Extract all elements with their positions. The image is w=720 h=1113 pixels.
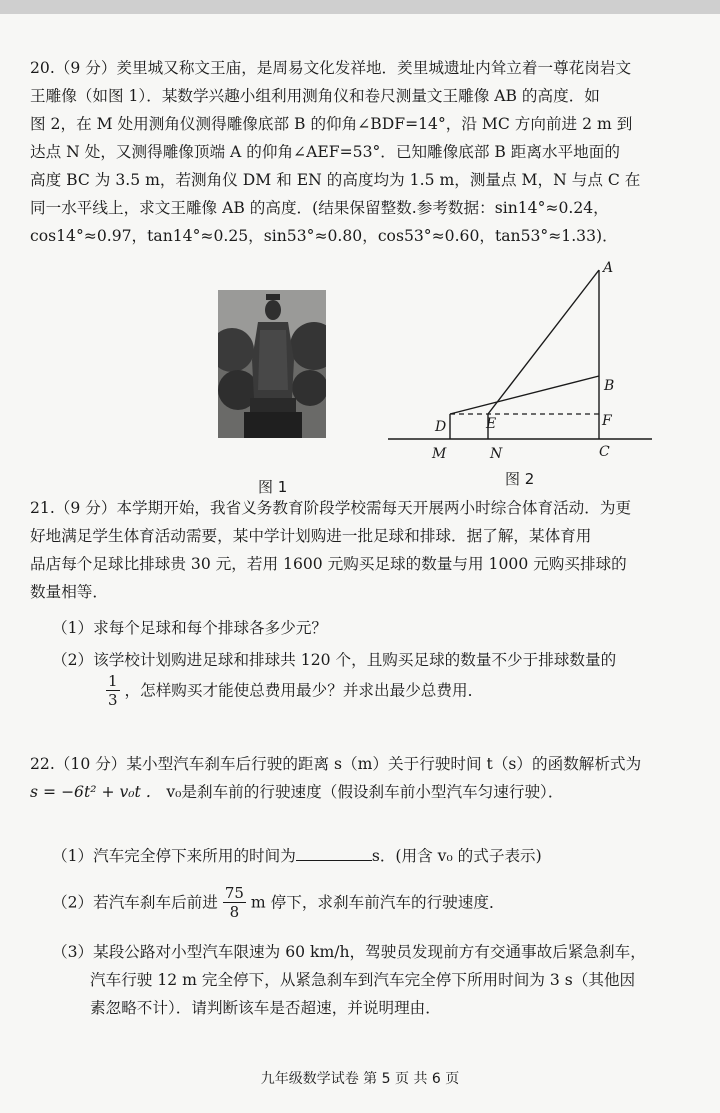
label-B: B [604, 378, 615, 394]
q21-line: 好地满足学生体育活动需要，某中学计划购进一批足球和排球．据了解，某体育用 [30, 527, 592, 545]
question-21 [30, 494, 698, 606]
geometry-diagram [380, 258, 680, 468]
label-C: C [599, 444, 610, 460]
figure-2-caption: 图 2 [505, 470, 535, 488]
q21-line: 数量相等． [30, 583, 108, 601]
fraction-one-third: $\frac{1}{3}$ [108, 672, 118, 709]
q22-part-2: （2）若汽车刹车后前进 $\frac{75}{8}$ m 停下，求刹车前汽车的行驶速度． [52, 884, 505, 921]
label-D: D [435, 419, 447, 435]
statue-photo [218, 290, 326, 438]
segment-DB [450, 376, 599, 414]
q20-line: 王雕像（如图 1）．某数学兴趣小组利用测角仪和卷尺测量文王雕像 AB 的高度．如 [30, 87, 600, 105]
figure-1-caption: 图 1 [258, 478, 288, 496]
q21-line: 21.（9 分）本学期开始，我省义务教育阶段学校需每天开展两小时综合体育活动．为更 [30, 499, 632, 517]
label-A: A [603, 260, 614, 276]
q21-line: 品店每个足球比排球贵 30 元，若用 1600 元购买足球的数量与用 1000 元购买排球的 [30, 555, 627, 573]
q21-part-1: （1）求每个足球和每个排球各多少元？ [52, 619, 328, 637]
q20-line: 20.（9 分）羑里城又称文王庙，是周易文化发祥地．羑里城遗址内耸立着一尊花岗岩文 [30, 59, 632, 77]
fraction-75-8: $\frac{75}{8}$ [224, 884, 244, 921]
question-22 [30, 750, 698, 806]
segment-EA [488, 270, 599, 414]
q20-line: 同一水平线上，求文王雕像 AB 的高度．(结果保留整数.参考数据：sin14°≈0.24， [30, 199, 609, 217]
q20-line: 图 2，在 M 处用测角仪测得雕像底部 B 的仰角∠BDF=14°，沿 MC 方向前进 2 m 到 [30, 115, 633, 133]
page-footer: 九年级数学试卷 第 5 页 共 6 页 [260, 1071, 460, 1087]
q22-part-1: （1）汽车完全停下来所用的时间为 s．(用含 v₀ 的式子表示) [52, 842, 698, 870]
question-20 [30, 54, 698, 250]
label-M: M [432, 446, 447, 462]
label-E: E [486, 416, 497, 432]
formula: s = −6t² + v₀t ． [30, 783, 162, 801]
q22-line-2: s = −6t² + v₀t ． v₀是刹车前的行驶速度（假设刹车前小型汽车匀速行驶）． [30, 783, 564, 801]
q20-line: 达点 N 处，又测得雕像顶端 A 的仰角∠AEF=53°．已知雕像底部 B 距离水平地面的 [30, 143, 620, 161]
answer-blank[interactable] [296, 842, 372, 861]
q20-line: 高度 BC 为 3.5 m，若测角仪 DM 和 EN 的高度均为 1.5 m，测量点 M，N 与点 C 在 [30, 171, 641, 189]
top-scan-edge [0, 0, 720, 14]
q22-part-3: （3）某段公路对小型汽车限速为 60 km/h，驾驶员发现前方有交通事故后紧急刹车， 汽车行驶 12 m 完全停下，从紧急刹车到汽车完全停下所用时间为 3 s（其他因 素忽略不计）．请判断该车是否超速，并说明理由． [52, 943, 646, 1017]
q20-line: cos14°≈0.97，tan14°≈0.25，sin53°≈0.80，cos53°≈0.60，tan53°≈1.33)． [30, 227, 618, 245]
label-F: F [602, 413, 612, 429]
q21-part-2-cont: $\frac{1}{3}$ ，怎样购买才能使总费用最少？并求出最少总费用． [108, 672, 484, 709]
q21-part-2: （2）该学校计划购进足球和排球共 120 个，且购买足球的数量不少于排球数量的 [52, 651, 617, 669]
label-N: N [490, 446, 503, 462]
q22-line: 22.（10 分）某小型汽车刹车后行驶的距离 s（m）关于行驶时间 t（s）的函数解析式为 [30, 755, 642, 773]
